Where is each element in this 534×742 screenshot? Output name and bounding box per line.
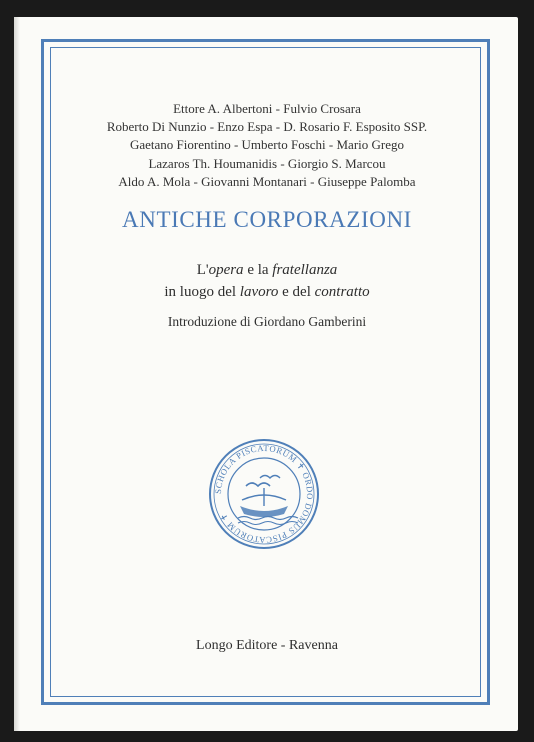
subtitle-text: in luogo del (164, 284, 240, 300)
author-line: Roberto Di Nunzio - Enzo Espa - D. Rosario F. Esposito SSP. (106, 119, 428, 135)
author-line: Aldo A. Mola - Giovanni Montanari - Giuseppe Palomba (118, 173, 416, 189)
publisher-imprint: Longo Editore - Ravenna (196, 638, 338, 653)
subtitle-italic: fratellanza (272, 262, 338, 278)
author-line: Gaetano Fiorentino - Umberto Foschi - Mario Grego (129, 137, 405, 153)
author-line: Ettore A. Albertoni - Fulvio Crosara (173, 101, 361, 116)
subtitle-italic: opera (208, 262, 244, 278)
author-list (60, 100, 474, 191)
introduction-credit: Introduzione di Giordano Gamberini (167, 314, 367, 329)
subtitle-italic: contratto (314, 284, 370, 300)
seal-inscription: SCHOLA PISCATORUM ✝ ORDO DOMUS PISCATORUM ✝ (212, 442, 316, 546)
subtitle-text: e la (243, 262, 273, 278)
cover-spine-shadow (14, 17, 20, 731)
author-line: Lazaros Th. Houmanidis - Giorgio S. Marcou (148, 155, 386, 171)
book-title: ANTICHE CORPORAZIONI (122, 207, 412, 232)
subtitle-text: L' (196, 262, 209, 278)
subtitle-line-1 (60, 259, 474, 281)
subtitle-line-2 (60, 281, 474, 303)
subtitle-text: e del (278, 284, 315, 300)
schola-piscatorum-seal-icon (208, 438, 320, 550)
subtitle-italic: lavoro (239, 284, 279, 300)
book-subtitle (60, 259, 474, 303)
